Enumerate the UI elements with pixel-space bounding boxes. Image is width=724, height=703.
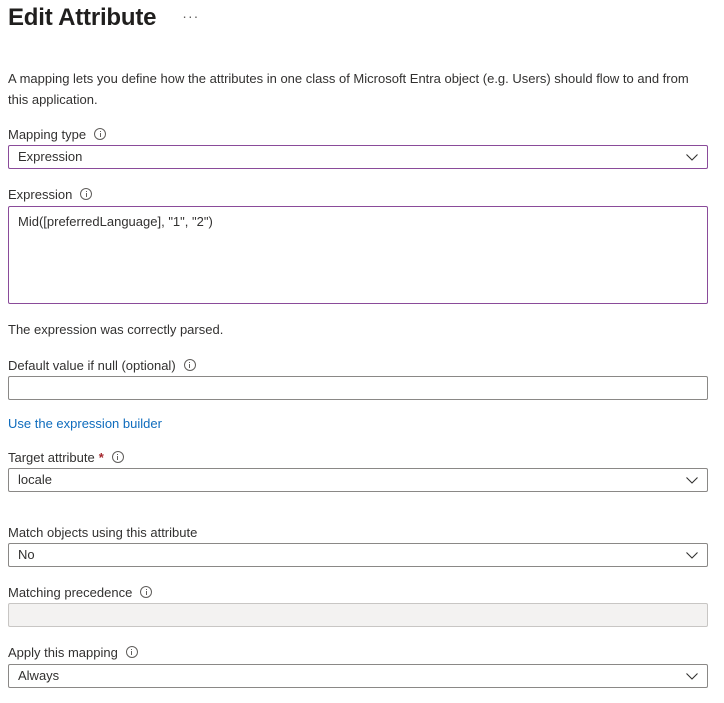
info-icon[interactable] (80, 188, 92, 200)
match-objects-dropdown[interactable] (8, 543, 708, 567)
info-icon[interactable] (94, 128, 106, 140)
mapping-type-value: Expression (18, 149, 83, 164)
target-attribute-label-text: Target attribute (8, 449, 95, 465)
default-value-label-text: Default value if null (optional) (8, 357, 176, 373)
expression-label (8, 185, 92, 203)
apply-mapping-value: Always (18, 668, 60, 683)
match-objects-value: No (18, 547, 35, 562)
match-objects-label (8, 523, 197, 541)
chevron-down-icon (685, 548, 699, 562)
panel-header (8, 4, 199, 32)
mapping-type-dropdown[interactable] (8, 145, 708, 169)
info-icon[interactable] (140, 586, 152, 598)
matching-precedence-label-text: Matching precedence (8, 584, 133, 600)
apply-mapping-label (8, 643, 138, 661)
match-objects-label-text: Match objects using this attribute (8, 524, 198, 540)
chevron-down-icon (685, 473, 699, 487)
parse-status-text: The expression was correctly parsed. (8, 322, 224, 337)
apply-mapping-label-text: Apply this mapping (8, 644, 118, 660)
chevron-down-icon (685, 669, 699, 683)
more-options-icon[interactable]: ··· (182, 8, 200, 24)
target-attribute-value: locale (18, 472, 52, 487)
apply-mapping-dropdown[interactable] (8, 664, 708, 688)
info-icon[interactable] (126, 646, 138, 658)
info-icon[interactable] (112, 451, 124, 463)
chevron-down-icon (685, 150, 699, 164)
matching-precedence-input (8, 603, 708, 627)
target-attribute-dropdown[interactable] (8, 468, 708, 492)
target-attribute-label (8, 448, 124, 466)
mapping-type-label-text: Mapping type (8, 126, 87, 142)
expression-label-text: Expression (8, 186, 73, 202)
mapping-description: A mapping lets you define how the attributes in one class of Microsoft Entra object (e.g. Users) should flow to and from this application. (8, 71, 689, 107)
default-value-input[interactable] (8, 376, 708, 400)
mapping-type-label (8, 125, 106, 143)
info-icon[interactable] (184, 359, 196, 371)
page-title: Edit Attribute (8, 4, 157, 31)
expression-builder-link[interactable]: Use the expression builder (8, 416, 162, 431)
default-value-label (8, 356, 196, 374)
required-marker: * (98, 449, 104, 465)
matching-precedence-label (8, 583, 152, 601)
expression-textarea[interactable]: Mid([preferredLanguage], "1", "2") (8, 206, 708, 304)
